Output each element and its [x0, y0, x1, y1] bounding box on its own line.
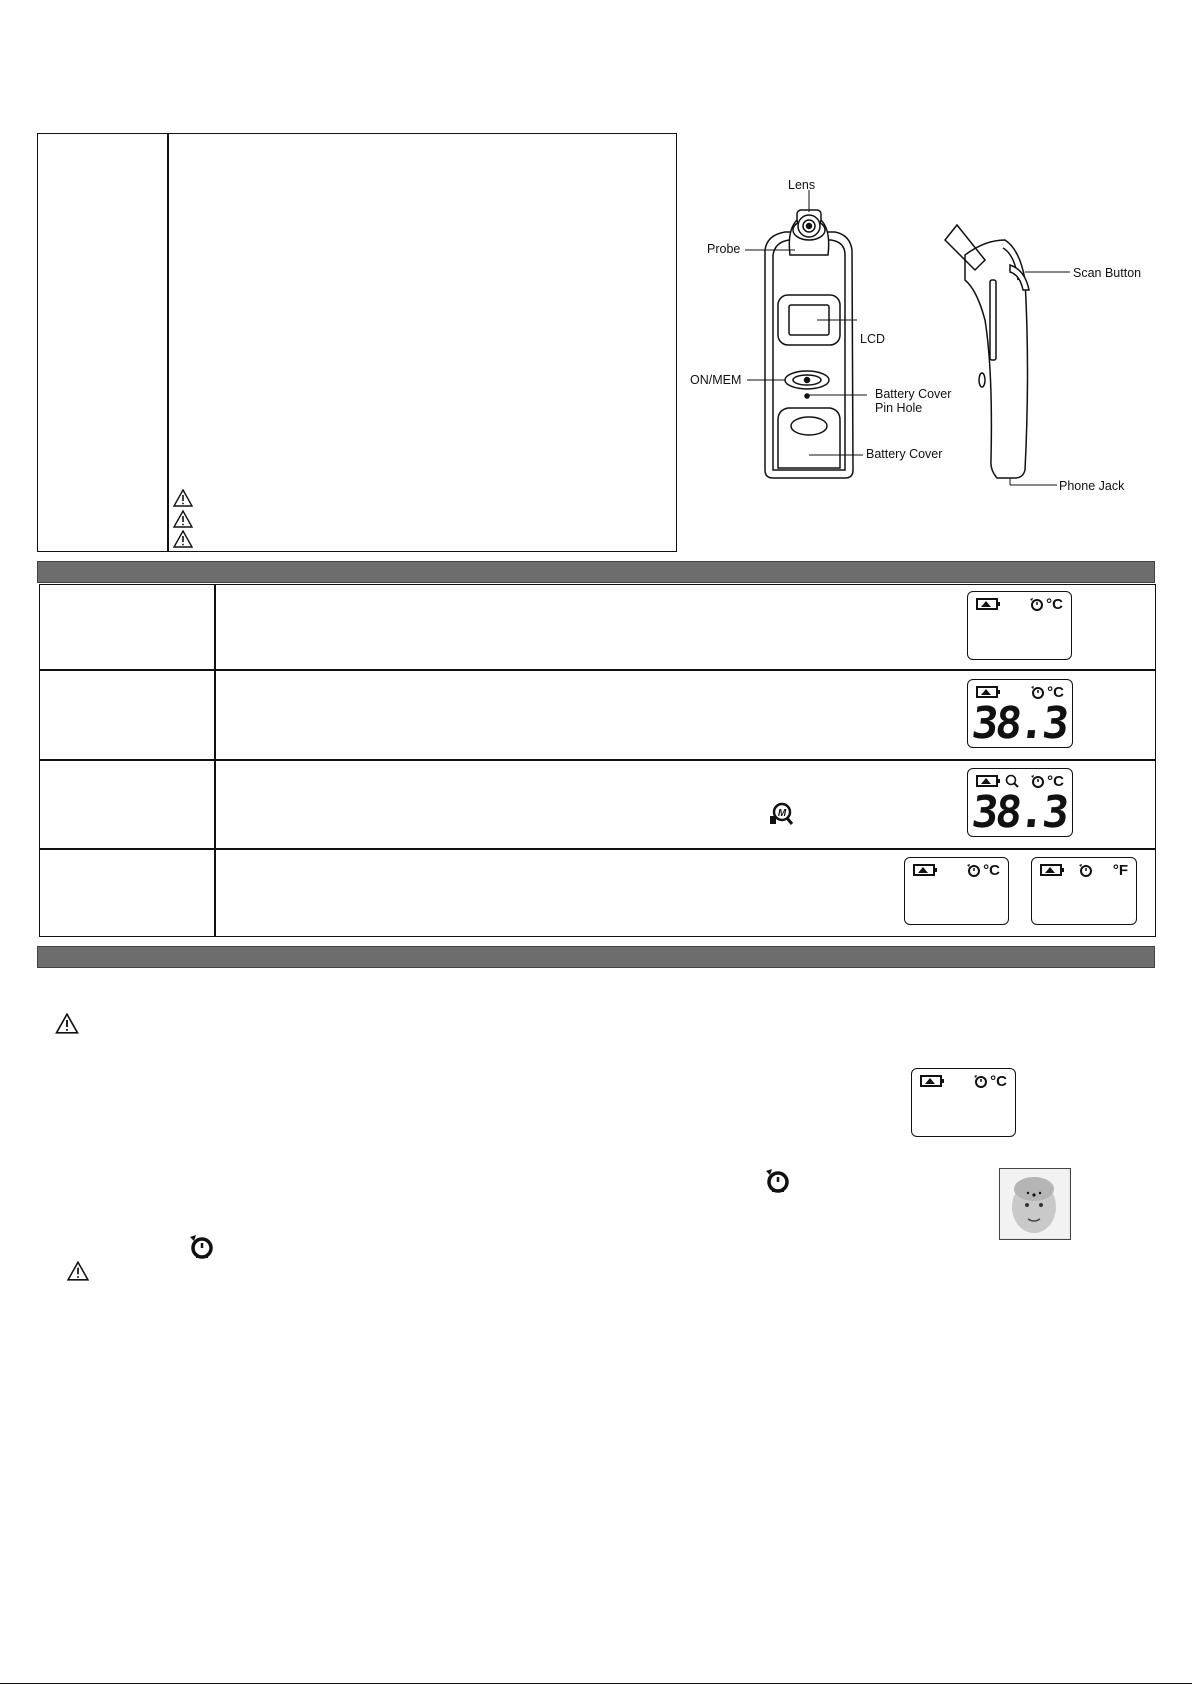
battery-icon [976, 598, 1002, 610]
table-column-divider [214, 585, 216, 936]
clock-icon [973, 1074, 987, 1088]
lcd-panel [911, 1068, 1016, 1137]
clock-icon [1078, 863, 1092, 877]
lcd-indicators [976, 595, 1063, 613]
unit-celsius: °C [1046, 595, 1063, 613]
intro-table [37, 133, 677, 552]
lcd-indicators [920, 1072, 1007, 1090]
lcd-panel [967, 768, 1073, 837]
unit-fahrenheit: °F [1112, 861, 1128, 879]
label-battery-cover: Battery Cover [866, 447, 943, 461]
label-battery-cover-pin-hole-line2: Pin Hole [875, 401, 923, 415]
clock-icon [1029, 597, 1043, 611]
label-lens: Lens [788, 178, 816, 192]
baby-forehead-photo [999, 1168, 1071, 1240]
battery-icon [976, 775, 1002, 787]
table-row-divider [40, 759, 1155, 761]
table-column-divider [167, 134, 169, 551]
memory-search-icon [768, 802, 794, 826]
warning-icon [55, 1013, 79, 1034]
label-probe: Probe [707, 242, 741, 256]
section-header-bar [37, 946, 1155, 968]
lcd-indicators [1040, 861, 1128, 879]
unit-celsius: °C [990, 1072, 1007, 1090]
battery-icon [920, 1075, 946, 1087]
clock-icon [1030, 685, 1044, 699]
label-phone-jack: Phone Jack [1059, 479, 1125, 493]
table-row-divider [40, 669, 1155, 671]
lcd-panel [967, 679, 1073, 748]
battery-icon [1040, 864, 1066, 876]
unit-celsius: °C [1047, 683, 1064, 701]
warning-icon [173, 489, 193, 507]
page-bottom-rule [0, 1683, 1192, 1684]
timer-clock-icon [188, 1233, 214, 1259]
battery-icon [913, 864, 939, 876]
label-on-mem: ON/MEM [690, 373, 742, 387]
svg-text:M: M [777, 808, 787, 819]
lcd-panel-fahrenheit [1031, 857, 1137, 925]
lcd-panel [967, 591, 1072, 660]
battery-icon [976, 686, 1002, 698]
temperature-reading: 38.3 [969, 698, 1069, 749]
unit-celsius: °C [1047, 772, 1064, 790]
lcd-panel-celsius [904, 857, 1009, 925]
warning-icon [67, 1261, 89, 1281]
unit-celsius: °C [983, 861, 1000, 879]
warning-icon [173, 510, 193, 528]
memory-icon [1005, 774, 1019, 788]
lcd-indicators [913, 861, 1000, 879]
temperature-reading: 38.3 [969, 787, 1069, 838]
clock-icon [966, 863, 980, 877]
label-scan-button: Scan Button [1073, 266, 1142, 280]
thermometer-side-view [945, 225, 1029, 478]
timer-clock-icon [764, 1167, 790, 1193]
label-lcd: LCD [860, 332, 886, 346]
baby-face-illustration [1000, 1169, 1069, 1238]
label-battery-cover-pin-hole-line1: Battery Cover [875, 387, 952, 401]
table-row-divider [40, 848, 1155, 850]
warning-icon [173, 530, 193, 548]
section-header-bar [37, 561, 1155, 583]
clock-icon [1030, 774, 1044, 788]
